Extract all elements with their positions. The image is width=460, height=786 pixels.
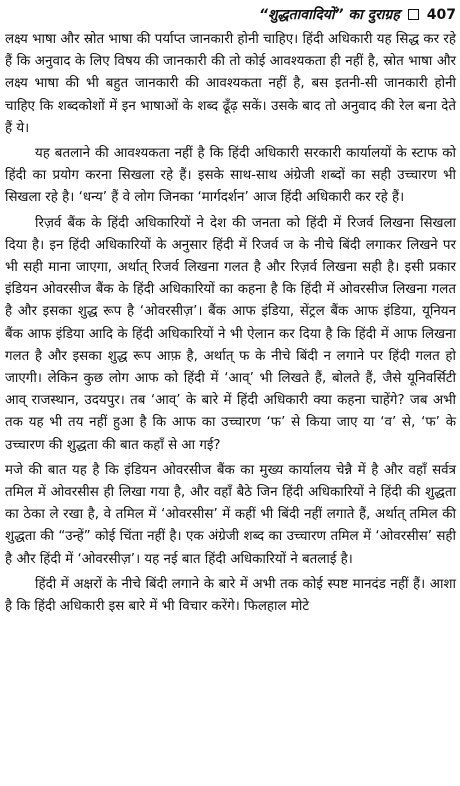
- paragraph-4: मजे की बात यह है कि इंडियन ओवरसीज बैंक का मुख्य कार्यालय चेन्नै में है और वहाँ सर्वत्र तमिल में ओवरसीस ही लिखा गया है, और वहाँ बैठे जिन हिंदी अधिकारियों ने हिंदी की शुद्धता का ठेका ले रखा है, वे तमिल में ‘ओवरसीस’ में कहीं भी बिंदी नहीं लगाते हैं, अर्थात् तमिल की शुद्धता की “उन्हें” कोई चिंता नहीं है। एक अंग्रेजी शब्द का उच्चारण तमिल में ‘ओवरसीस’ सही है और हिंदी में ‘ओवरसीज़’। यह नई बात हिंदी अधिकारियों ने बतलाई है।: [5, 462, 456, 567]
- paragraph-1: लक्ष्य भाषा और स्रोत भाषा की पर्याप्त जानकारी होनी चाहिए। हिंदी अधिकारी यह सिद्ध कर रहे हैं कि अनुवाद के लिए विषय की जानकारी की तो कोई आवश्यकता ही नहीं है, स्रोत भाषा और लक्ष्य भाषा की भी बहुत जानकारी की आवश्यकता नहीं है, बस इतनी-सी जानकारी होनी चाहिए कि शब्दकोशों में इन भाषाओं के शब्द ढूँढ़ सकें। उसके बाद तो अनुवाद की रेल बना देते हैं ये।: [5, 32, 456, 136]
- chapter-title: “शुद्धतावादियों” का दुराग्रह: [258, 7, 400, 23]
- paragraph-3: रिज़र्व बैंक के हिंदी अधिकारियों ने देश की जनता को हिंदी में रिजर्व लिखना सिखला दिया है। इन हिंदी अधिकारियों के अनुसार हिंदी में रिजर्व ज के नीचे बिंदी लगाकर लिखने पर भी सही माना जाएगा, अर्थात् रिजर्व लिखना गलत है और रिज़र्व लिखना सही है। इसी प्रकार इंडियन ओवरसीज बैंक के हिंदी अधिकारियों का कहना है कि हिंदी में ओवरसीज लिखना गलत है और इसका शुद्ध रूप है ‘ओवरसीज़’। बैंक आफ इंडिया, सेंट्रल बैंक आफ इंडिया, यूनियन बैंक आफ इंडिया आदि के हिंदी अधिकारियों ने भी ऐलान कर दिया है कि हिंदी में आफ लिखना गलत है और इसका शुद्ध रूप आफ़ है, अर्थात् फ के नीचे बिंदी न लगाने पर हिंदी गलत हो जाएगी। लेकिन कुछ लोग आफ को हिंदी में ‘आव्’ भी लिखते हैं, बोलते हैं, जैसे यूनिवर्सिटी आव् राजस्थान, उदयपुर। तब ‘आव्’ के बारे में हिंदी अधिकारी क्या कहना चाहेंगे? जब अभी तक यह भी तय नहीं हुआ है कि आफ का उच्चारण ‘फ’ से किया जाए या ‘व’ से, ‘फ’ के उच्चारण की शुद्धता की बात कहाँ से आ गई?: [5, 215, 456, 453]
- running-head: [5, 4, 456, 26]
- square-bullet-icon: [408, 9, 419, 20]
- paragraph-2: यह बतलाने की आवश्यकता नहीं है कि हिंदी अधिकारी सरकारी कार्यालयों के स्टाफ को हिंदी का प्रयोग करना सिखला रहे हैं। इसके साथ-साथ अंग्रेजी शब्दों का सही उच्चारण भी सिखला रहे है। ‘धन्य’ हैं वे लोग जिनका ‘मार्गदर्शन’ आज हिंदी अधिकारी कर रहे हैं।: [5, 146, 456, 206]
- paragraph-5: हिंदी में अक्षरों के नीचे बिंदी लगाने के बारे में अभी तक कोई स्पष्ट मानदंड नहीं हैं। आशा है कि हिंदी अधिकारी इस बारे में भी विचार करेंगे। फिलहाल मोटे: [5, 576, 456, 615]
- page-number: 407: [426, 7, 456, 23]
- body-text: [5, 29, 456, 618]
